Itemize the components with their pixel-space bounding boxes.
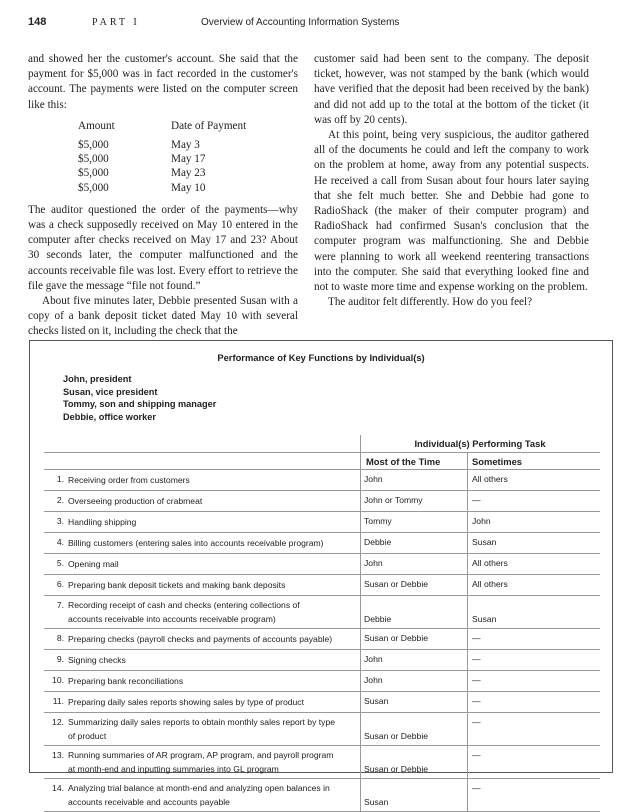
most-of-time-cell: John or Tommy xyxy=(364,495,423,505)
table-row xyxy=(44,671,600,692)
task-line: Receiving order from customers xyxy=(68,475,190,485)
row-number: 6. xyxy=(56,579,64,589)
row-number: 11. xyxy=(52,696,64,706)
payment-date: May 17 xyxy=(171,153,206,166)
paragraph: The auditor questioned the order of the payments—why was a check supposedly received on May 10 entered in the computer after checks received on May 17 and 23? About 30 seconds later, the computer malfunctioned and the accounts receivable file was lost. Every effort to retrieve the file gave the message “file not found.” xyxy=(28,203,298,292)
task-line: Overseeing production of crabmeat xyxy=(68,496,203,506)
sometimes-cell: — xyxy=(472,654,481,664)
most-of-time-cell: Susan or Debbie xyxy=(364,579,429,589)
task-description xyxy=(68,695,358,709)
payment-row xyxy=(78,152,298,166)
sometimes-cell: — xyxy=(472,783,481,793)
people-list xyxy=(63,373,216,424)
table-row xyxy=(44,533,600,554)
task-line: Opening mail xyxy=(68,559,119,569)
most-of-time-cell: Susan or Debbie xyxy=(364,633,429,643)
sometimes-cell: — xyxy=(472,696,481,706)
table-row xyxy=(44,713,600,746)
table-row xyxy=(44,512,600,533)
row-number: 13. xyxy=(52,750,64,760)
row-number: 7. xyxy=(56,600,64,610)
sometimes-cell: Susan xyxy=(472,537,497,547)
row-number: 2. xyxy=(56,495,64,505)
table-row xyxy=(44,629,600,650)
row-number: 14. xyxy=(52,783,64,793)
task-description xyxy=(68,715,358,743)
person-entry: Debbie, office worker xyxy=(63,412,156,423)
table-row xyxy=(44,779,600,812)
task-description xyxy=(68,473,358,487)
task-line: Summarizing daily sales reports to obtain monthly sales report by type xyxy=(68,717,336,727)
task-line: Recording receipt of cash and checks (entering collections of xyxy=(68,600,300,610)
task-line: accounts receivable into accounts receivable program) xyxy=(68,614,276,624)
sometimes-cell: — xyxy=(472,633,481,643)
table-row xyxy=(44,692,600,713)
task-description xyxy=(68,632,358,646)
most-of-time-cell: Susan or Debbie xyxy=(364,731,429,741)
task-line: Preparing daily sales reports showing sales by type of product xyxy=(68,697,304,707)
task-line: Running summaries of AR program, AP program, and payroll program xyxy=(68,750,334,760)
task-description xyxy=(68,515,358,529)
task-line: accounts receivable and accounts payable xyxy=(68,797,230,807)
most-of-time-cell: Debbie xyxy=(364,614,392,624)
most-of-time-cell: Tommy xyxy=(364,516,392,526)
task-line: Handling shipping xyxy=(68,517,137,527)
most-of-time-cell: John xyxy=(364,654,383,664)
task-description xyxy=(68,598,358,626)
most-of-time-cell: John xyxy=(364,675,383,685)
paragraph: About five minutes later, Debbie presented Susan with a copy of a bank deposit ticket dated May 10 with several checks listed on it, including the check that the xyxy=(28,295,298,338)
sometimes-cell: All others xyxy=(472,474,508,484)
task-description xyxy=(68,536,358,550)
person-entry: John, president xyxy=(63,374,132,384)
most-of-time-cell: Susan xyxy=(364,696,389,706)
table-row xyxy=(44,575,600,596)
sometimes-cell: — xyxy=(472,717,481,727)
payment-amount: $5,000 xyxy=(78,153,109,166)
payment-row xyxy=(78,181,298,195)
task-description xyxy=(68,494,358,508)
sometimes-cell: — xyxy=(472,495,481,505)
date-header: Date of Payment xyxy=(171,119,247,132)
table-row xyxy=(44,470,600,491)
running-title: Overview of Accounting Information Systems xyxy=(201,17,400,28)
column-header-row xyxy=(44,453,600,470)
row-number: 9. xyxy=(56,654,64,664)
amount-header: Amount xyxy=(78,119,115,132)
payment-amount: $5,000 xyxy=(78,167,109,180)
task-line: Billing customers (entering sales into accounts receivable program) xyxy=(68,538,324,548)
task-line: Signing checks xyxy=(68,655,126,665)
task-line: of product xyxy=(68,731,107,741)
payment-amount: $5,000 xyxy=(78,181,109,194)
row-number: 1. xyxy=(56,474,64,484)
task-description xyxy=(68,578,358,592)
table-row xyxy=(44,746,600,779)
payment-row xyxy=(78,138,298,152)
table-row xyxy=(44,491,600,512)
column-header-most: Most of the Time xyxy=(366,456,441,467)
row-number: 4. xyxy=(56,537,64,547)
paragraph: customer said had been sent to the company. The deposit ticket, however, was not stamped by the bank (which would have verified that the deposit had been received by the bank) and did not add up to the total at the bottom of the ticket (it was off by 20 cents). xyxy=(314,53,589,126)
group-header: Individual(s) Performing Task xyxy=(414,438,546,449)
row-number: 10. xyxy=(52,675,64,685)
task-line: Preparing bank deposit tickets and making bank deposits xyxy=(68,580,286,590)
payments-header xyxy=(78,119,298,133)
sometimes-cell: — xyxy=(472,675,481,685)
key-functions-table xyxy=(29,340,613,807)
payment-amount: $5,000 xyxy=(78,139,109,152)
paragraph: The auditor felt differently. How do you feel? xyxy=(328,296,533,309)
task-description xyxy=(68,674,358,688)
person-entry: Tommy, son and shipping manager xyxy=(63,399,217,410)
column-header-sometimes: Sometimes xyxy=(472,456,523,467)
task-line: at month-end and inputting summaries into GL program xyxy=(68,764,279,774)
task-line: Analyzing trial balance at month-end and analyzing open balances in xyxy=(68,783,330,793)
paragraph: and showed her the customer's account. She said that the payment for $5,000 was in fact recorded in the customer's account. The payments were listed on the computer screen like this: xyxy=(28,53,298,111)
payment-date: May 10 xyxy=(171,181,206,194)
group-header-row xyxy=(44,435,600,453)
table-row xyxy=(44,650,600,671)
row-number: 5. xyxy=(56,558,64,568)
person-entry: Susan, vice president xyxy=(63,386,158,397)
most-of-time-cell: John xyxy=(364,558,383,568)
payment-row xyxy=(78,166,298,180)
payment-date: May 3 xyxy=(171,139,200,152)
most-of-time-cell: Susan xyxy=(364,797,389,807)
task-description xyxy=(68,781,358,809)
most-of-time-cell: Susan or Debbie xyxy=(364,764,429,774)
task-line: Preparing bank reconciliations xyxy=(68,676,184,686)
right-column xyxy=(314,52,589,310)
paragraph: At this point, being very suspicious, the auditor gathered all of the documents he could and left the company to work on the problem at home, away from any potential suspects. He received a call from Susan about four hours later saying that she felt much better. She and Debbie had gone to RadioShack (the maker of their computer program) and RadioShack had confirmed Susan's conclusion that the computer program was malfunctioning. She and Debbie were planning to work all weekend reentering transactions into the computer. She said that everything looked fine and not to waste more time and expense working on the problem. xyxy=(314,129,589,294)
sometimes-cell: All others xyxy=(472,579,508,589)
row-number: 3. xyxy=(56,516,64,526)
most-of-time-cell: Debbie xyxy=(364,537,392,547)
task-description xyxy=(68,557,358,571)
task-description xyxy=(68,653,358,667)
payments-list xyxy=(78,119,298,195)
table-title: Performance of Key Functions by Individual(s) xyxy=(217,352,425,363)
row-number: 8. xyxy=(56,633,64,643)
table-row xyxy=(44,596,600,629)
table-row xyxy=(44,554,600,575)
task-line: Preparing checks (payroll checks and payments of accounts payable) xyxy=(68,634,333,644)
most-of-time-cell: John xyxy=(364,474,383,484)
payment-date: May 23 xyxy=(171,167,206,180)
row-number: 12. xyxy=(52,717,64,727)
left-column xyxy=(28,52,298,340)
page-number: 148 xyxy=(28,16,47,28)
sometimes-cell: John xyxy=(472,516,491,526)
table-grid xyxy=(44,435,600,812)
sometimes-cell: — xyxy=(472,750,481,760)
part-label: PART I xyxy=(92,17,140,28)
sometimes-cell: All others xyxy=(472,558,508,568)
page-header xyxy=(28,16,618,36)
task-description xyxy=(68,748,358,776)
sometimes-cell: Susan xyxy=(472,614,497,624)
